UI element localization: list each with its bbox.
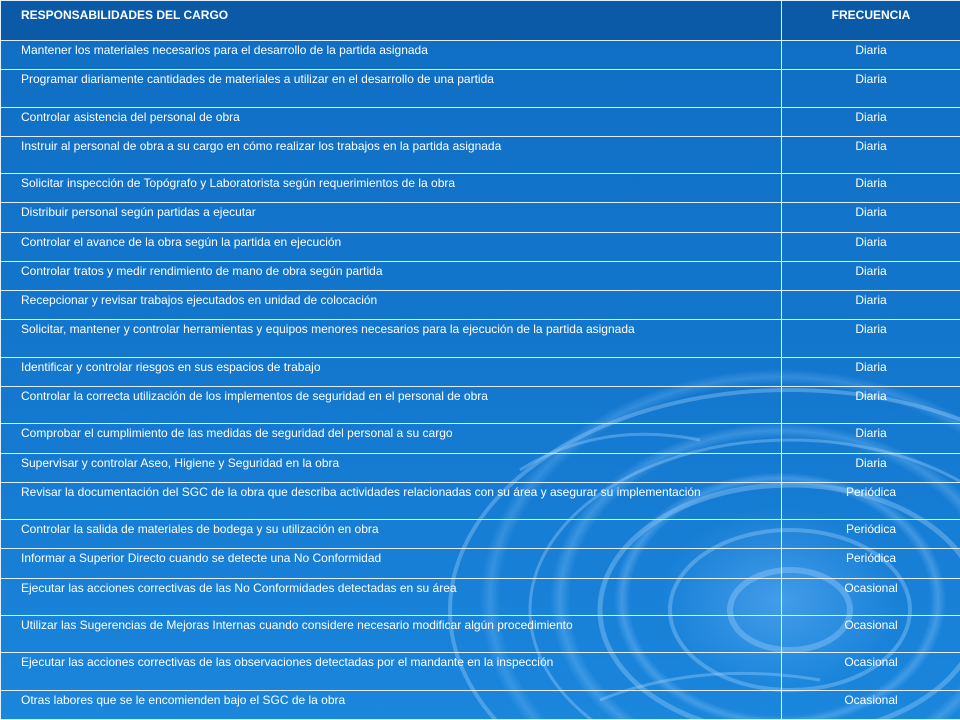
frequency-cell: Diaria (782, 261, 960, 290)
responsibility-cell: Ejecutar las acciones correctivas de las No Conformidades detectadas en su área (1, 578, 782, 615)
frequency-cell: Ocasional (782, 690, 960, 719)
table-row (1, 291, 960, 320)
table-row (1, 261, 960, 290)
responsibility-cell: Controlar el avance de la obra según la partida en ejecución (1, 232, 782, 261)
frequency-cell: Diaria (782, 320, 960, 357)
frequency-cell: Diaria (782, 291, 960, 320)
table-row (1, 453, 960, 482)
frequency-cell: Diaria (782, 424, 960, 453)
frequency-cell: Diaria (782, 357, 960, 386)
table-row (1, 357, 960, 386)
frequency-cell: Diaria (782, 386, 960, 423)
responsibility-cell: Controlar asistencia del personal de obra (1, 107, 782, 136)
frequency-cell: Ocasional (782, 578, 960, 615)
responsibility-cell: Controlar tratos y medir rendimiento de mano de obra según partida (1, 261, 782, 290)
frequency-cell: Periódica (782, 482, 960, 519)
responsibility-cell: Recepcionar y revisar trabajos ejecutados en unidad de colocación (1, 291, 782, 320)
responsibility-cell: Controlar la correcta utilización de los implementos de seguridad en el personal de obra (1, 386, 782, 423)
table-row (1, 136, 960, 173)
responsibility-cell: Controlar la salida de materiales de bodega y su utilización en obra (1, 520, 782, 549)
responsibility-cell: Informar a Superior Directo cuando se detecte una No Conformidad (1, 549, 782, 578)
responsibility-cell: Instruir al personal de obra a su cargo en cómo realizar los trabajos en la partida asignada (1, 136, 782, 173)
table-row (1, 386, 960, 423)
responsibility-cell: Supervisar y controlar Aseo, Higiene y Seguridad en la obra (1, 453, 782, 482)
frequency-cell: Diaria (782, 107, 960, 136)
responsibility-cell: Otras labores que se le encomienden bajo el SGC de la obra (1, 690, 782, 719)
frequency-cell: Periódica (782, 520, 960, 549)
frequency-cell: Diaria (782, 203, 960, 232)
table-row (1, 107, 960, 136)
responsibility-cell: Ejecutar las acciones correctivas de las observaciones detectadas por el mandante en la inspección (1, 653, 782, 690)
frequency-cell: Ocasional (782, 653, 960, 690)
responsibility-cell: Utilizar las Sugerencias de Mejoras Internas cuando considere necesario modificar algún procedimiento (1, 615, 782, 652)
frequency-cell: Periódica (782, 549, 960, 578)
table-row (1, 41, 960, 70)
frequency-cell: Diaria (782, 232, 960, 261)
table-row (1, 520, 960, 549)
frequency-cell: Diaria (782, 70, 960, 107)
table-row (1, 578, 960, 615)
table-row (1, 482, 960, 519)
frequency-cell: Diaria (782, 41, 960, 70)
table-row (1, 203, 960, 232)
header-frequency: FRECUENCIA (782, 1, 960, 41)
responsibility-cell: Programar diariamente cantidades de materiales a utilizar en el desarrollo de una partida (1, 70, 782, 107)
table-row (1, 615, 960, 652)
frequency-cell: Diaria (782, 453, 960, 482)
header-responsibilities: RESPONSABILIDADES DEL CARGO (1, 1, 782, 41)
responsibility-cell: Comprobar el cumplimiento de las medidas de seguridad del personal a su cargo (1, 424, 782, 453)
responsibility-cell: Mantener los materiales necesarios para el desarrollo de la partida asignada (1, 41, 782, 70)
frequency-cell: Diaria (782, 174, 960, 203)
table-row (1, 549, 960, 578)
table-row (1, 232, 960, 261)
table-header-row (1, 1, 960, 41)
table-row (1, 690, 960, 719)
table-row (1, 653, 960, 690)
table-row (1, 424, 960, 453)
responsibility-cell: Distribuir personal según partidas a ejecutar (1, 203, 782, 232)
responsibility-cell: Revisar la documentación del SGC de la obra que describa actividades relacionadas con su área y asegurar su implementación (1, 482, 782, 519)
responsibility-cell: Identificar y controlar riesgos en sus espacios de trabajo (1, 357, 782, 386)
table-row (1, 174, 960, 203)
responsibility-cell: Solicitar inspección de Topógrafo y Laboratorista según requerimientos de la obra (1, 174, 782, 203)
frequency-cell: Diaria (782, 136, 960, 173)
table-row (1, 320, 960, 357)
table-row (1, 70, 960, 107)
responsibility-cell: Solicitar, mantener y controlar herramientas y equipos menores necesarios para la ejecución de la partida asignada (1, 320, 782, 357)
frequency-cell: Ocasional (782, 615, 960, 652)
